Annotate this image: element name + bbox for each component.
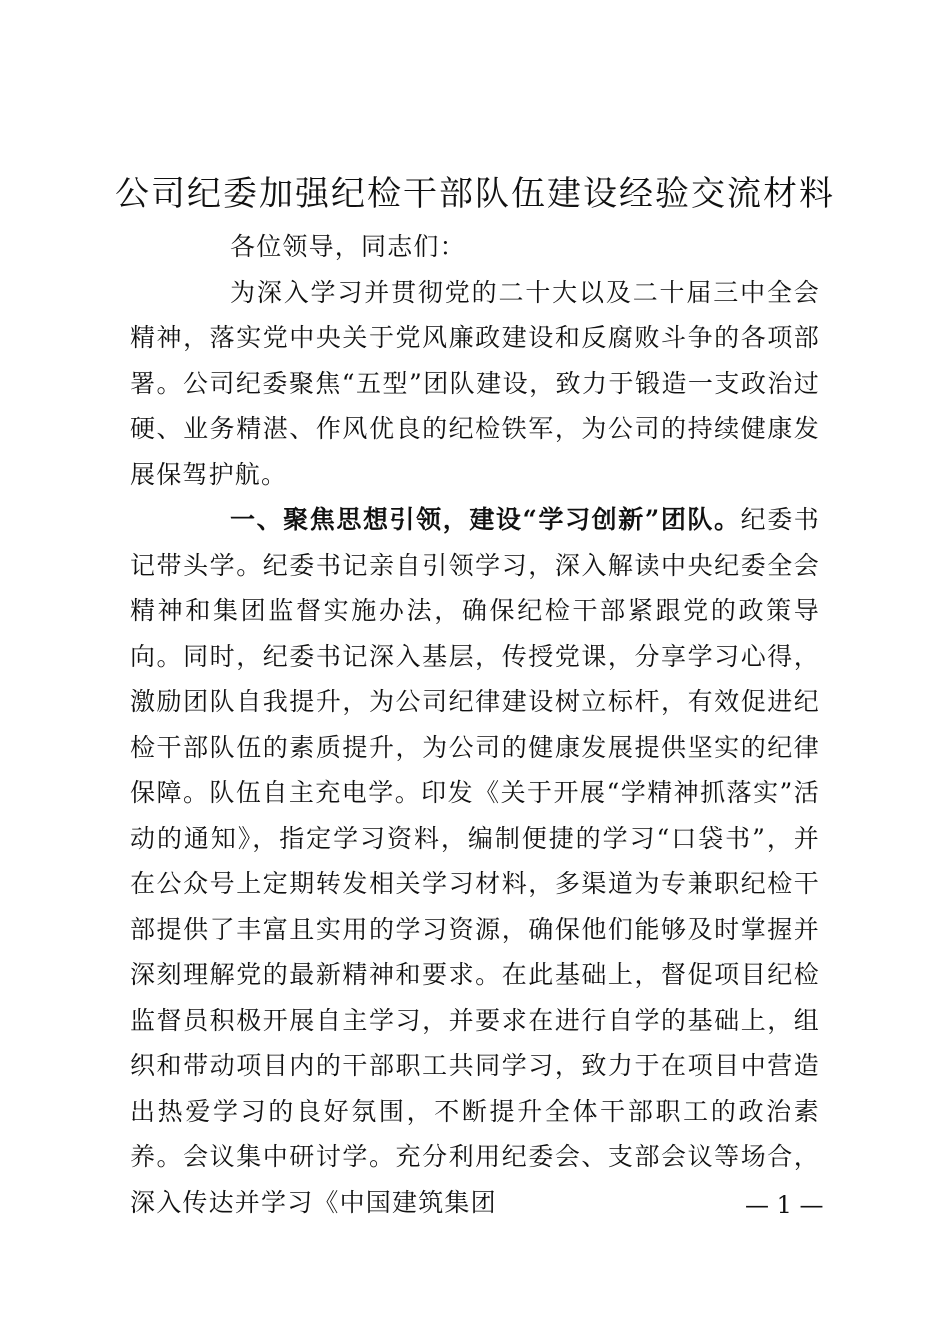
page-number: — 1 —	[745, 1191, 824, 1219]
greeting: 各位领导，同志们：	[230, 232, 466, 261]
section-1-body: 纪委书记带头学。纪委书记亲自引领学习，深入解读中央纪委全会精神和集团监督实施办法，确保纪检干部紧跟党的政策导向。同时，纪委书记深入基层，传授党课，分享学习心得，激励团队自我提升，为公司纪律建设树立标杆，有效促进纪检干部队伍的素质提升，为公司的健康发展提供坚实的纪律保障。队伍自主充电学。印发《关于开展“学精神抓落实”活动的通知》，指定学习资料，编制便捷的学习“口袋书”，并在公众号上定期转发相关学习材料，多渠道为专兼职纪检干部提供了丰富且实用的学习资源，确保他们能够及时掌握并深刻理解党的最新精神和要求。在此基础上，督促项目纪检监督员积极开展自主学习，并要求在进行自学的基础上，组织和带动项目内的干部职工共同学习，致力于在项目中营造出热爱学习的良好氛围，不断提升全体干部职工的政治素养。会议集中研讨学。充分利用纪委会、支部会议等场合，深入传达并学习《中国建筑集团	[130, 505, 820, 1217]
section-1-paragraph	[130, 497, 820, 1225]
document-title: 公司纪委加强纪检干部队伍建设经验交流材料	[115, 174, 835, 214]
intro-paragraph: 为深入学习并贯彻党的二十大以及二十届三中全会精神，落实党中央关于党风廉政建设和反腐败斗争的各项部署。公司纪委聚焦“五型”团队建设，致力于锻造一支政治过硬、业务精湛、作风优良的纪检铁军，为公司的持续健康发展保驾护航。	[130, 277, 820, 489]
document-body	[130, 224, 820, 1225]
section-1-heading: 一、聚焦思想引领，建设“学习创新”团队。	[230, 505, 741, 534]
